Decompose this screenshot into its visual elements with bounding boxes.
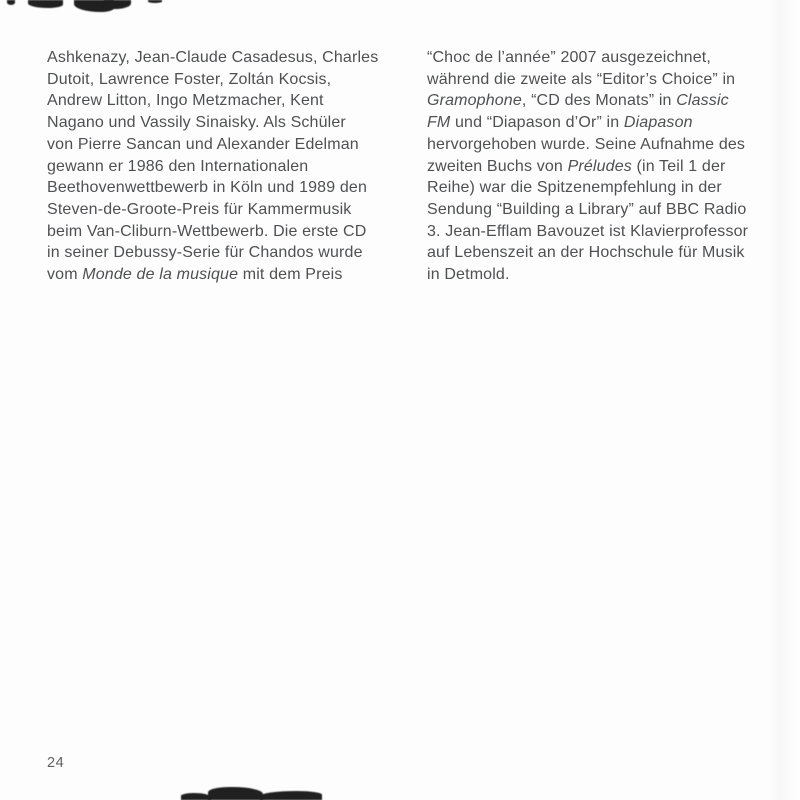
text-segment: gewann er 1986 den Internationalen <box>47 157 309 175</box>
text-line <box>47 199 399 221</box>
text-line <box>427 69 779 91</box>
text-line <box>427 264 779 286</box>
text-segment: (in Teil 1 der <box>631 157 726 175</box>
text-segment: hervorgehoben wurde. Seine Aufnahme des <box>427 135 746 153</box>
text-segment: 3. Jean-Efflam Bavouzet ist Klavierprofessor <box>427 222 749 240</box>
italic-text-segment: Préludes <box>567 157 632 175</box>
text-segment: zweiten Buchs von <box>427 157 568 175</box>
scan-artifact <box>148 0 162 3</box>
scan-artifact <box>208 787 263 800</box>
text-segment: Nagano und Vassily Sinaisky. Als Schüler <box>47 114 346 132</box>
text-line <box>427 177 779 199</box>
text-line <box>427 112 779 134</box>
text-segment: von Pierre Sancan und Alexander Edelman <box>47 135 359 153</box>
italic-text-segment: FM <box>427 114 451 132</box>
text-segment: Reihe) war die Spitzenempfehlung in der <box>427 179 722 197</box>
page-number: 24 <box>47 755 65 771</box>
text-segment: , “CD des Monats” in <box>521 92 677 110</box>
italic-text-segment: Monde de la musique <box>82 266 239 284</box>
scan-artifact <box>104 0 131 9</box>
text-line <box>427 199 779 221</box>
scan-artifact <box>181 793 211 800</box>
text-segment: während die zweite als “Editor’s Choice” in <box>427 70 736 88</box>
text-segment: Sendung “Building a Library” auf BBC Radio <box>427 200 747 218</box>
text-segment: Ashkenazy, Jean-Claude Casadesus, Charles <box>47 49 379 66</box>
text-segment: und “Diapason d’Or” in <box>450 114 624 132</box>
text-line <box>47 242 399 264</box>
text-segment: Dutoit, Lawrence Foster, Zoltán Kocsis, <box>47 70 332 88</box>
text-segment: Andrew Litton, Ingo Metzmacher, Kent <box>47 92 324 110</box>
text-line <box>47 90 399 112</box>
text-column-left <box>47 47 399 286</box>
text-segment: Steven-de-Groote-Preis für Kammermusik <box>47 200 352 218</box>
text-line <box>427 156 779 178</box>
text-column-right <box>427 47 779 286</box>
scan-artifact <box>7 0 15 5</box>
text-line <box>427 47 779 69</box>
text-segment: auf Lebenszeit an der Hochschule für Musik <box>427 244 745 262</box>
text-segment: in seiner Debussy-Serie für Chandos wurde <box>47 244 363 262</box>
text-segment: vom <box>47 266 83 284</box>
italic-text-segment: Classic <box>676 92 729 110</box>
text-line <box>427 221 779 243</box>
text-line <box>47 112 399 134</box>
text-segment: “Choc de l’année” 2007 ausgezeichnet, <box>427 49 711 66</box>
text-segment: Beethovenwettbewerb in Köln und 1989 den <box>47 179 368 197</box>
text-line <box>47 134 399 156</box>
italic-text-segment: Diapason <box>623 114 693 132</box>
text-segment: mit dem Preis <box>238 266 343 284</box>
text-line <box>427 134 779 156</box>
text-line <box>47 221 399 243</box>
text-line <box>47 69 399 91</box>
text-line <box>47 177 399 199</box>
italic-text-segment: Gramophone <box>427 92 522 110</box>
scan-artifact <box>260 791 322 800</box>
text-segment: beim Van-Cliburn-Wettbewerb. Die erste CD <box>47 222 367 240</box>
scan-artifact <box>28 0 63 8</box>
text-line <box>47 156 399 178</box>
text-line <box>47 47 399 69</box>
text-line <box>427 242 779 264</box>
text-line <box>47 264 399 286</box>
text-segment: in Detmold. <box>427 266 510 284</box>
text-line <box>427 90 779 112</box>
